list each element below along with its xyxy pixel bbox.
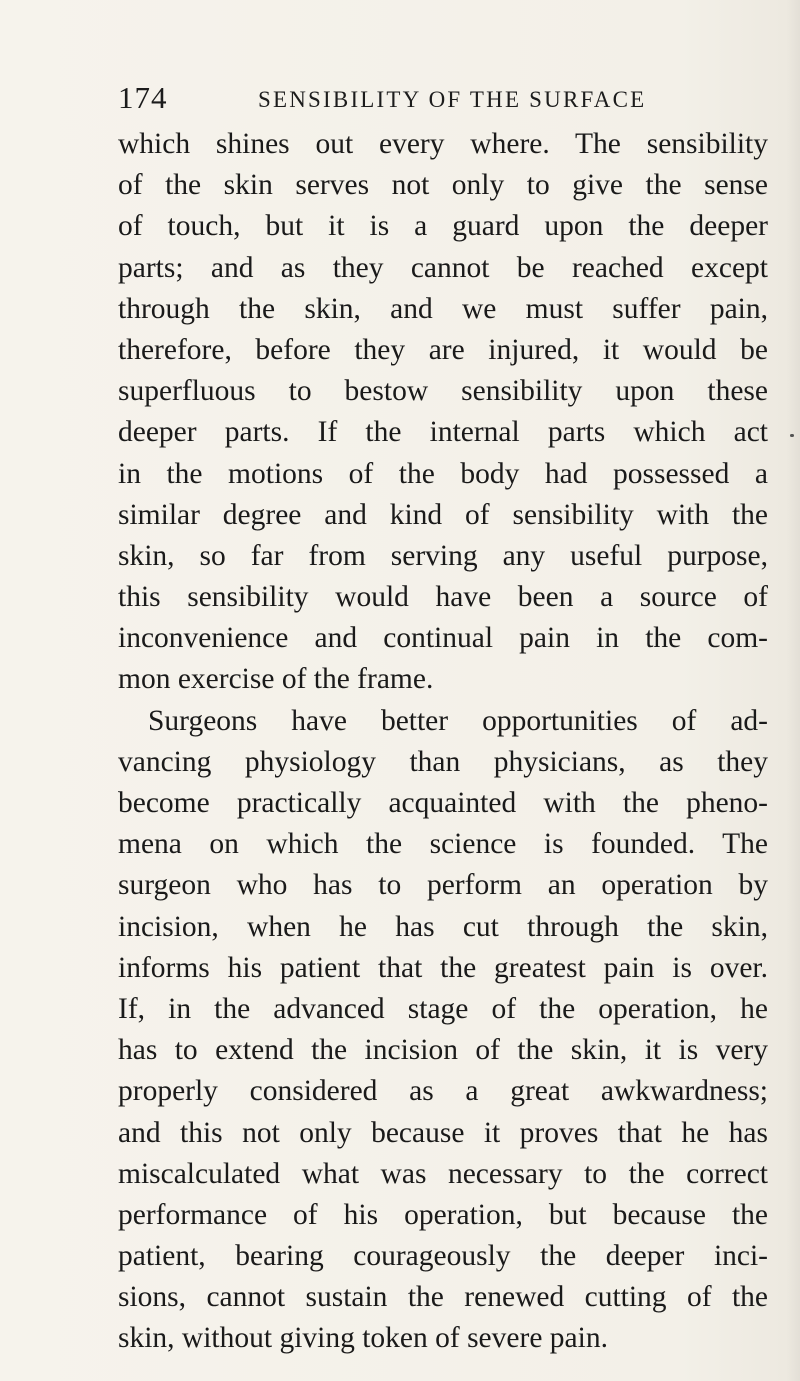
- text-line: this sensibility would have been a source of: [118, 581, 768, 614]
- page-edge-shadow: [786, 0, 800, 1381]
- text-line: skin, so far from serving any useful purpose,: [118, 539, 768, 572]
- text-line: deeper parts. If the internal parts which act: [118, 416, 768, 449]
- text-line: has to extend the incision of the skin, it is very: [118, 1034, 768, 1067]
- text-line: of touch, but it is a guard upon the deeper: [118, 210, 768, 243]
- text-line: Surgeons have better opportunities of ad-: [148, 704, 768, 737]
- text-line: similar degree and kind of sensibility with the: [118, 498, 768, 531]
- text-line: of the skin serves not only to give the sense: [118, 169, 768, 202]
- text-line: through the skin, and we must suffer pain,: [118, 292, 768, 325]
- text-line: properly considered as a great awkwardness;: [118, 1075, 768, 1108]
- text-line: in the motions of the body had possessed a: [118, 457, 768, 490]
- text-line: surgeon who has to perform an operation by: [118, 869, 768, 902]
- text-line: inconvenience and continual pain in the com-: [118, 622, 768, 655]
- text-line: parts; and as they cannot be reached except: [118, 251, 768, 284]
- text-line: mena on which the science is founded. The: [118, 828, 768, 861]
- text-line: miscalculated what was necessary to the correct: [118, 1157, 768, 1190]
- page-header: [118, 78, 758, 118]
- running-head: SENSIBILITY OF THE SURFACE: [258, 87, 647, 112]
- text-line: and this not only because it proves that he has: [118, 1116, 768, 1149]
- text-line: superfluous to bestow sensibility upon these: [118, 375, 768, 408]
- text-line: patient, bearing courageously the deeper inci-: [118, 1240, 768, 1273]
- text-line: performance of his operation, but because the: [118, 1198, 768, 1231]
- text-line: become practically acquainted with the pheno-: [118, 787, 768, 819]
- text-line: mon exercise of the frame.: [118, 663, 434, 696]
- text-line: which shines out every where. The sensibility: [118, 128, 768, 160]
- text-line: incision, when he has cut through the skin,: [118, 910, 768, 943]
- text-line: If, in the advanced stage of the operation, he: [118, 992, 768, 1025]
- text-line: informs his patient that the greatest pain is over.: [118, 951, 768, 984]
- page-number: 174: [118, 80, 168, 115]
- text-line: therefore, before they are injured, it would be: [118, 333, 768, 366]
- text-line: sions, cannot sustain the renewed cutting of the: [118, 1281, 768, 1314]
- text-line: vancing physiology than physicians, as they: [118, 745, 768, 778]
- text-line: skin, without giving token of severe pain.: [118, 1322, 608, 1355]
- body-text: [118, 124, 768, 1360]
